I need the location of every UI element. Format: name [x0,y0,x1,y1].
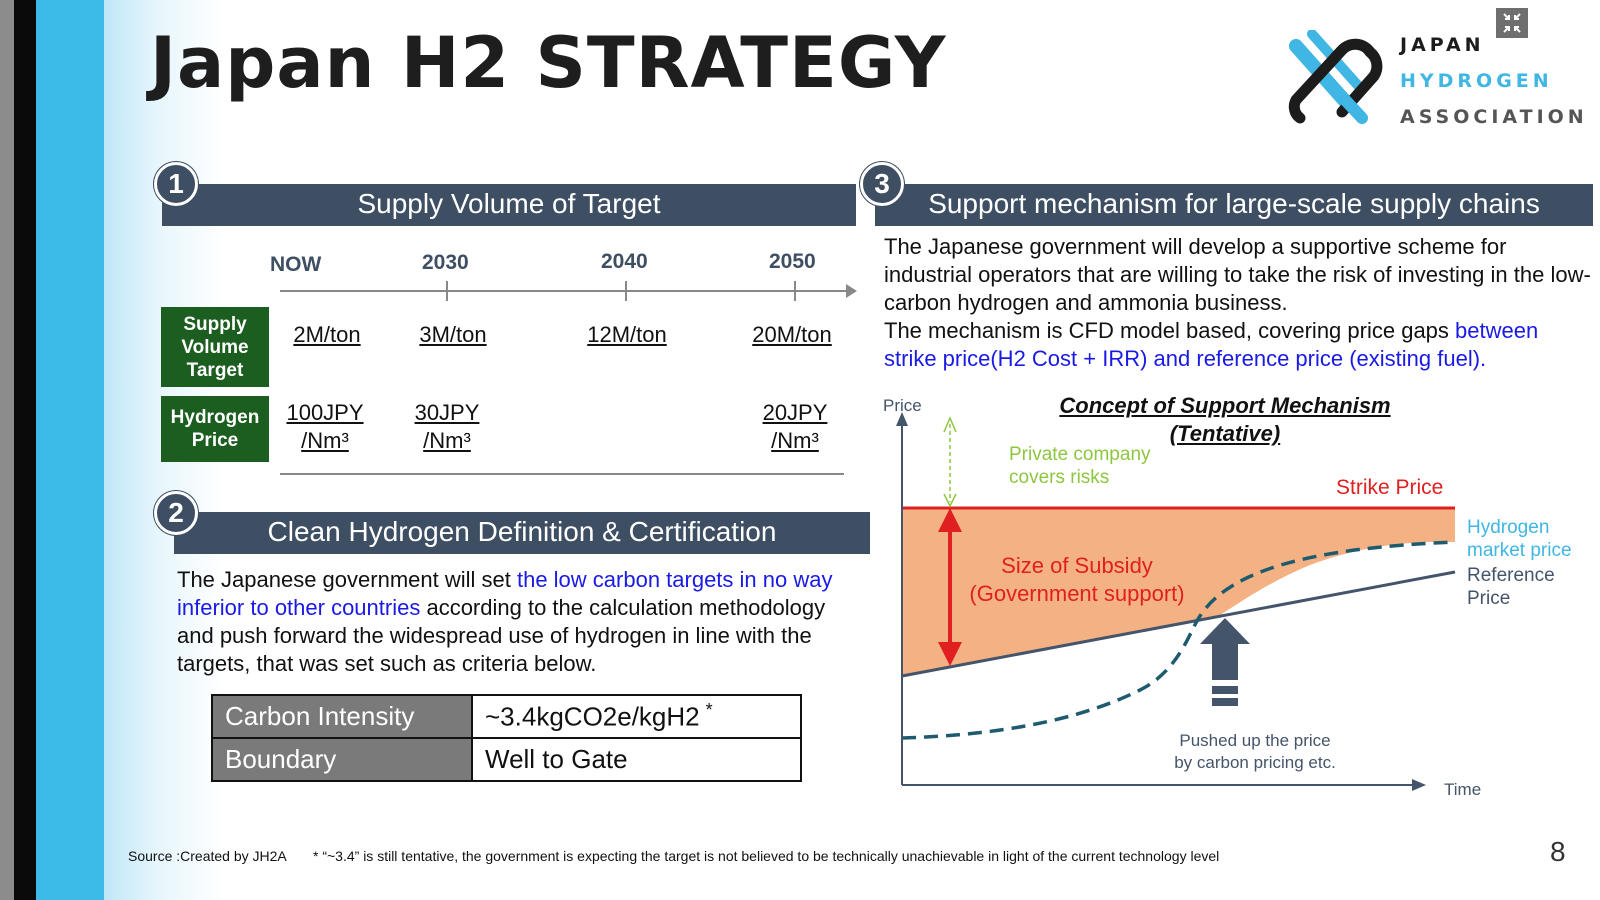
diagram-title [1030,392,1420,448]
year-2030: 2030 [422,251,469,274]
table-label-carbon-intensity: Carbon Intensity [212,695,472,738]
push-up-bar-icon [1212,686,1238,694]
footnote-mark: * [705,700,713,721]
pushed-up-line2: by carbon pricing etc. [1174,753,1336,772]
table-row [212,738,801,781]
section1-number-badge: 1 [154,162,198,206]
section3-text-a: The Japanese government will develop a supportive scheme for industrial operators that are willing to take the risk of investing in the low-carbon hydrogen and ammonia business. [884,234,1591,315]
pushed-up-line1: Pushed up the price [1179,731,1331,750]
subsidy-label [962,552,1192,608]
market-price-line1: Hydrogen [1467,517,1550,538]
table-value-carbon-intensity [472,695,801,738]
reference-price-line2: Price [1467,588,1511,609]
logo-text-japan: JAPAN [1400,34,1485,56]
timeline-tick [794,281,796,301]
section2-text-c: according to the calculation methodology and push forward the widespread use of hydrogen in line with the targets, that was set such as criteria below. [177,595,826,676]
diagram-title-line1: Concept of Support Mechanism [1059,393,1391,418]
supply-2040: 12M/ton [587,322,667,347]
page-number: 8 [1550,836,1566,867]
supply-now: 2M/ton [293,322,361,347]
row-label-hydrogen-price: Hydrogen Price [161,396,269,462]
pushed-up-label [1150,730,1360,774]
logo-text-hydrogen: HYDROGEN [1400,70,1553,92]
private-risk-line2: covers risks [1009,467,1110,488]
footnote-text: * “~3.4” is still tentative, the government is expecting the target is not believed to be technically unachievable in light of the current technology level [313,848,1220,864]
table-row [212,695,801,738]
subsidy-line1: Size of Subsidy [1001,553,1153,578]
section3-text-highlight: between strike price(H2 Cost + IRR) and reference price (existing fuel). [884,318,1539,371]
supply-2030: 3M/ton [419,322,487,347]
section3-paragraph [884,233,1594,373]
hydrogen-logo-icon [1282,30,1390,134]
row-label-supply-volume: Supply Volume Target [161,307,269,387]
section2-text-highlight: the low carbon targets in no way inferior to other countries [177,567,833,620]
reference-price-label [1467,564,1555,610]
reference-price-line1: Reference [1467,565,1555,586]
timeline-tick [446,281,448,301]
year-now: NOW [270,253,322,276]
supply-2050: 20M/ton [752,322,832,347]
push-up-arrow-icon [1200,618,1250,680]
market-price-line2: market price [1467,540,1572,561]
left-edge-blue-band [36,0,104,900]
page-title: Japan H2 STRATEGY [150,22,947,104]
year-2050: 2050 [769,250,816,273]
timeline-tick [625,281,627,301]
timeline-axis [280,290,850,292]
section2-paragraph [177,566,857,678]
subsidy-line2: (Government support) [969,581,1185,606]
criteria-table [211,694,802,782]
section3-number-badge: 3 [860,162,904,206]
price-2030: 30JPY /Nm³ [414,400,480,453]
collapse-icon[interactable] [1496,8,1528,38]
strike-price-label: Strike Price [1336,476,1444,499]
x-axis-label: Time [1444,780,1482,799]
price-now: 100JPY /Nm³ [286,400,364,453]
table-value-boundary: Well to Gate [472,738,801,781]
section2-text-a: The Japanese government will set [177,567,517,592]
section1-header: Supply Volume of Target [162,184,856,226]
year-2040: 2040 [601,250,648,273]
diagram-title-line2: (Tentative) [1169,421,1281,446]
left-edge-black [14,0,36,900]
push-up-bar-icon [1212,698,1238,706]
left-edge-gray [0,0,14,900]
table-label-boundary: Boundary [212,738,472,781]
y-axis-label: Price [883,396,922,415]
market-price-label [1467,516,1572,562]
price-2050: 20JPY /Nm³ [762,400,828,453]
section2-number-badge: 2 [154,491,198,535]
source-note: Source :Created by JH2A [128,848,287,864]
section3-header: Support mechanism for large-scale supply chains [875,184,1593,226]
section1-bottom-line [280,473,844,475]
logo-text-association: ASSOCIATION [1400,106,1588,128]
x-axis-arrow-icon [1412,779,1426,791]
timeline-arrow-icon [846,284,857,298]
section3-text-b: The mechanism is CFD model based, covering price gaps [884,318,1456,343]
private-risk-line1: Private company [1009,444,1151,465]
private-risk-label [1009,443,1151,489]
section2-header: Clean Hydrogen Definition & Certification [174,512,870,554]
carbon-intensity-value: ~3.4kgCO2e/kgH2 [485,701,700,732]
